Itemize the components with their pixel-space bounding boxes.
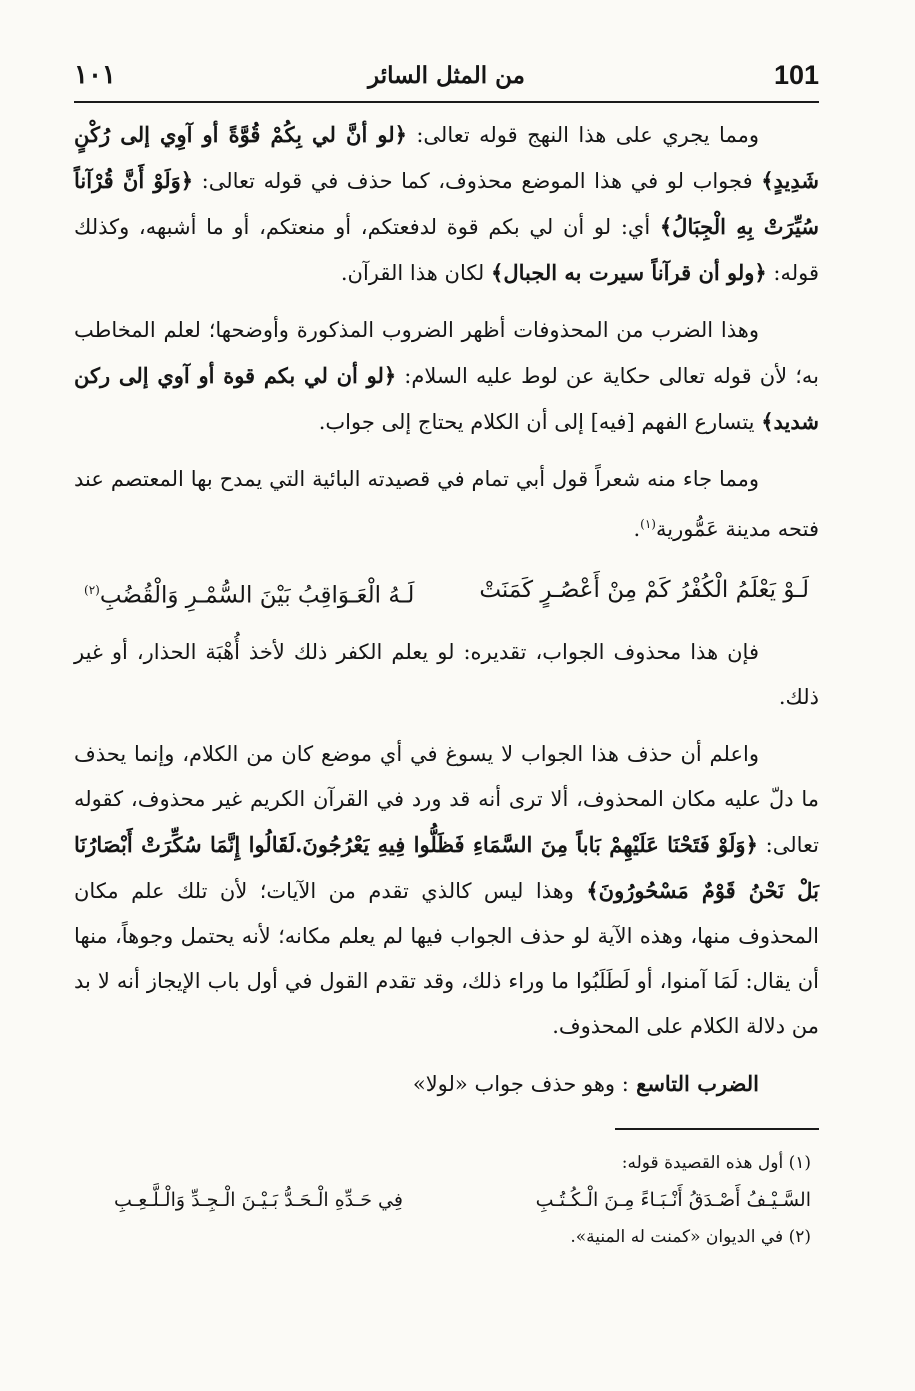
heading-rest: : وهو حذف جواب «لولا» [412, 1071, 629, 1096]
footnote-1: (١) أول هذه القصيدة قوله: [621, 1153, 811, 1173]
page-header [74, 58, 819, 98]
paragraph-5 [74, 732, 819, 1049]
text-run: وهذا الضرب من المحذوفات أظهر الضروب المذكورة وأوضحها؛ لعلم المخاطب به؛ لأن قوله تعالى حكاية عن لوط عليه السلام: [74, 318, 819, 388]
footnote-2: (٢) في الديوان «كمنت له المنية». [570, 1227, 811, 1247]
paragraph-1 [74, 112, 819, 296]
footnote-ref-2: (٢) [84, 583, 100, 597]
quran-quote: ﴿وَلَوْ فَتَحْنَا عَلَيْهِمْ بَاباً مِنَ السَّمَاءِ فَظَلُّوا فِيهِ يَعْرُجُونَ.لَقَالُوا إِنَّمَا سُكِّرَتْ أَبْصَارُنَا بَلْ نَحْنُ قَوْمٌ مَسْحُورُونَ﴾ [74, 831, 819, 903]
section-heading [74, 1061, 819, 1107]
footnote-verse-first: السَّـيْـفُ أَصْـدَقُ أَنْـبَـاءً مِـنَ الْـكُـتُـبِ [535, 1189, 811, 1211]
text-run: وهذا ليس كالذي تقدم من الآيات؛ لأن تلك علم مكان المحذوف منها، وهذه الآية لو حذف الجواب فيها لم يعلم مكانه؛ لأنه يحتمل وجوهاً، منها أن يقال: لَمَا آمنوا، أو لَطَلَبُوا ما وراء ذلك، وقد تقدم القول في أول باب الإيجاز أنه لا بد من دلالة الكلام على المحذوف. [74, 878, 819, 1038]
text-run: ومما يجري على هذا النهج قوله تعالى: [406, 123, 759, 147]
quran-quote: ﴿لو أن لي بكم قوة أو آوي إلى ركن شديد﴾ [74, 363, 819, 434]
main-text [74, 112, 819, 1107]
paragraph-3 [74, 457, 819, 552]
footnote-rule [615, 1128, 819, 1130]
footnote-verse [74, 1180, 819, 1220]
hemistich-text: لَـهُ الْعَـوَاقِبُ بَيْنَ السُّمْـرِ وَالْقُضُبِ [99, 582, 415, 609]
verse-first-hemistich: لَـوْ يَعْلَمُ الْكُفْرُ كَمْ مِنْ أَعْصُـرٍ كَمَنَتْ [479, 577, 809, 603]
text-run: يتسارع الفهم [فيه] إلى أن الكلام يحتاج إلى جواب. [318, 410, 762, 434]
verse-second-hemistich [84, 564, 414, 622]
page-number: 101 [773, 60, 819, 90]
header-rule [74, 101, 819, 103]
text-run: لكان هذا القرآن. [340, 261, 492, 285]
page-number-arabic: ١٠١ [74, 60, 116, 90]
text-run: فإن هذا محذوف الجواب، تقديره: لو يعلم الكفر ذلك لأخذ أُهْبَة الحذار، أو غير ذلك. [74, 639, 819, 709]
footnote-verse-second: فِي حَـدِّهِ الْـحَـدُّ بَـيْـنَ الْـجِـدِّ وَالْـلَّـعِـبِ [114, 1189, 403, 1211]
text-run: أي: لو أن لي بكم قوة لدفعتكم، أو منعتكم، أو ما أشبهه، وكذلك قوله: [74, 215, 819, 285]
quran-quote: ﴿وَلَوْ أَنَّ قُرْآناً سُيِّرَتْ بِهِ الْجِبَالُ﴾ [74, 168, 819, 239]
text-run: ومما جاء منه شعراً قول أبي تمام في قصيدته البائية التي يمدح بها المعتصم عند فتحه مدينة عَمُّورية [74, 467, 819, 541]
quran-quote: ﴿ولو أن قرآناً سيرت به الجبال﴾ [491, 260, 767, 285]
quran-quote: ﴿لو أنَّ لي بِكُمْ قُوَّةً أو آوِي إلى رُكْنٍ شَدِيدٍ﴾ [74, 122, 819, 193]
paragraph-2 [74, 308, 819, 445]
text-run: واعلم أن حذف هذا الجواب لا يسوغ في أي موضع كان من الكلام، وإنما يحذف ما دلّ عليه مكان المحذوف، ألا ترى أنه قد ورد في القرآن الكريم غير محذوف، كقوله تعالى: [74, 741, 820, 857]
text-run: فجواب لو في هذا الموضع محذوف، كما حذف في قوله تعالى: [193, 169, 762, 193]
heading-label: الضرب التاسع [636, 1070, 759, 1096]
poem-verse [74, 564, 819, 622]
running-title: من المثل السائر [368, 62, 525, 89]
paragraph-4 [74, 630, 819, 720]
footnotes [74, 1146, 819, 1254]
footnote-ref-1: (١) [640, 517, 656, 531]
text-run: . [633, 517, 641, 541]
